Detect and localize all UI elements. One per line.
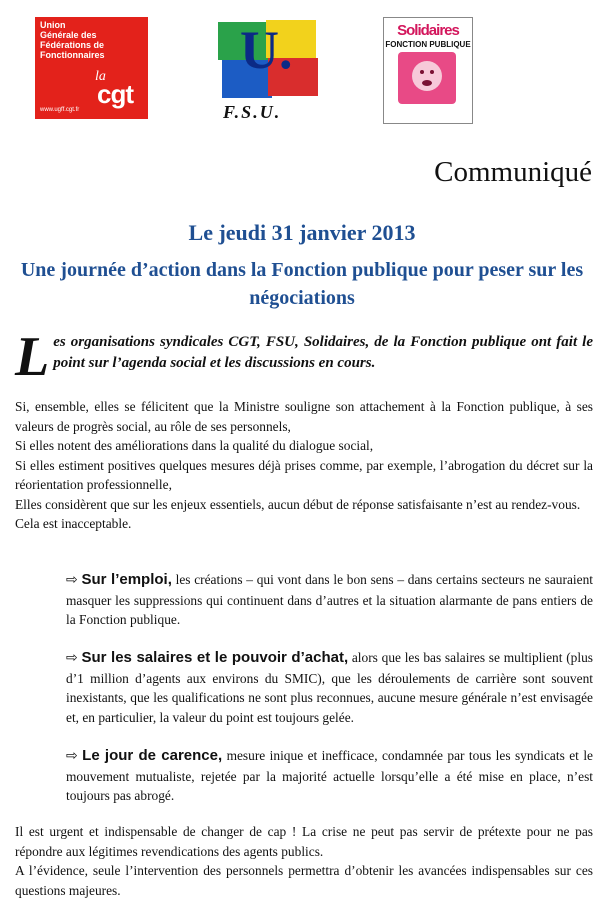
bullet-carence <box>66 746 593 806</box>
title-date: Le jeudi 31 janvier 2013 <box>188 220 416 245</box>
intro-text: es organisations syndicales CGT, FSU, Solidaires, de la Fonction publique ont fait le point sur l’agenda social et les discussions en cours. <box>53 334 593 371</box>
solidaires-face-icon <box>398 52 456 104</box>
communique-heading: Communiqué <box>434 156 592 188</box>
solidaires-logo-name: Solidaires <box>397 22 459 39</box>
cgt-logo-url: www.ugff.cgt.fr <box>40 107 80 113</box>
title-subtitle: Une journée d’action dans la Fonction publique pour peser sur les négociations <box>20 259 584 309</box>
closing-line: A l’évidence, seule l’intervention des personnels permettra d’obtenir les avancées indispensables sur ces questions majeures. <box>15 863 593 898</box>
closing-paragraphs <box>15 822 593 900</box>
fsu-logo <box>218 14 318 126</box>
body-line: Cela est inacceptable. <box>15 516 132 531</box>
cgt-logo-text: Union Générale des Fédérations de Fonctionnaires <box>40 20 105 60</box>
bullet-lead: Sur l’emploi, <box>81 571 172 588</box>
bullet-salaires <box>66 648 593 727</box>
bullet-lead: Le jour de carence, <box>82 747 223 764</box>
fsu-logo-letter: U. <box>240 20 293 80</box>
bullet-text: mesure inique et inefficace, condamnée par tous les syndicats et le mouvement mutualiste, rejetée par la majorité actuelle lorsqu’elle a été mise en place, n’est toujours pas abrogé. <box>66 748 593 803</box>
bullet-lead: Sur les salaires et le pouvoir d’achat, <box>81 649 349 666</box>
cgt-logo-mark: cgt <box>97 79 133 109</box>
solidaires-logo <box>383 17 473 124</box>
arrow-icon: ⇨ <box>66 748 78 764</box>
cgt-logo-la: la <box>95 69 106 84</box>
intro-dropcap: L <box>15 326 50 388</box>
solidaires-logo-art <box>398 52 456 104</box>
fsu-logo-name: F.S.U. <box>223 102 282 122</box>
bullet-emploi <box>66 570 593 630</box>
logo-bar <box>0 14 604 129</box>
body-line: Elles considèrent que sur les enjeux essentiels, aucun début de réponse satisfaisante n’est au rendez-vous. <box>15 496 581 512</box>
body-line: Si elles estiment positives quelques mesures déjà prises comme, par exemple, l’abrogation du décret sur la réorientation professionnelle, <box>15 457 593 492</box>
body-paragraphs <box>15 397 593 534</box>
arrow-icon: ⇨ <box>66 572 78 588</box>
bullet-text: les créations – qui vont dans le bon sens – dans certains secteurs ne sauraient masquer les suppressions qui continuent dans d’autres et la situation alarmante de pans entiers de la Fonction publique. <box>66 572 593 627</box>
bullet-text: alors que les bas salaires se multiplient (plus d’1 million d’agents aux environs du SMIC), que les déroulements de carrière sont souvent inexistants, que les qualifications ne sont plus reconnues, aucune mesure générale n’est envisagée et, en particulier, la valeur du point est toujours gelée. <box>66 650 593 725</box>
body-line: Si elles notent des améliorations dans la qualité du dialogue social, <box>15 438 374 453</box>
intro-paragraph <box>15 326 593 388</box>
cgt-logo <box>35 17 148 119</box>
body-line: Si, ensemble, elles se félicitent que la Ministre souligne son attachement à la Fonction publique, à ses valeurs de progrès social, au rôle de ses personnels, <box>15 399 593 434</box>
closing-line: Il est urgent et indispensable de changer de cap ! La crise ne peut pas servir de prétexte pour ne pas répondre aux légitimes revendications des agents publics. <box>15 824 593 859</box>
arrow-icon: ⇨ <box>66 650 78 666</box>
solidaires-logo-sub: FONCTION PUBLIQUE <box>385 40 471 49</box>
